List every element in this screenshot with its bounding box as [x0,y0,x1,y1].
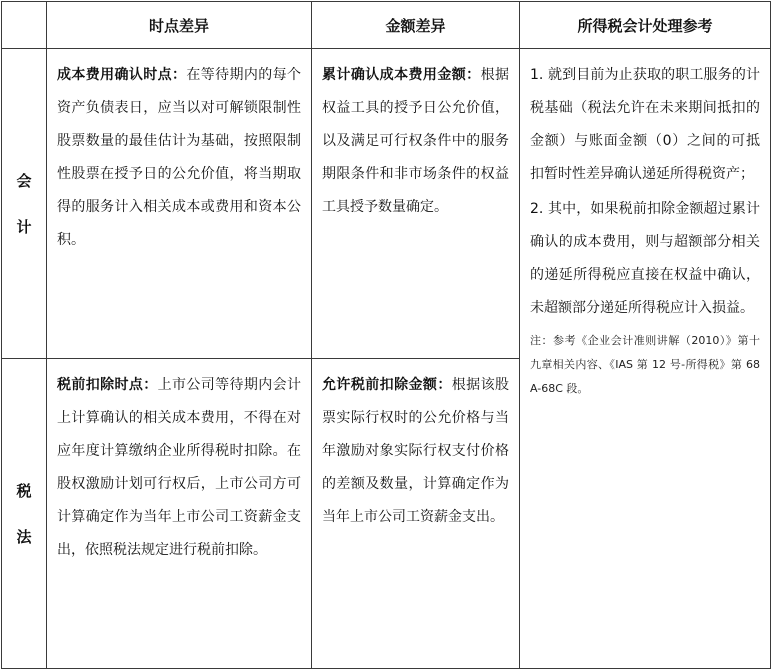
row-label-char: 计 [16,217,32,236]
accounting-timing-cell [47,49,312,359]
tax-reference-point-2: 2. 其中，如果税前扣除金额超过累计确认的成本费用，则与超额部分相关的递延所得税应直接在权益中确认，未超额部分递延所得税应计入损益。 [530,201,760,316]
accounting-amount-title: 累计确认成本费用金额： [322,67,481,83]
accounting-amount-cell [312,49,520,359]
header-timing-diff: 时点差异 [47,2,312,49]
tax-timing-title: 税前扣除时点： [57,377,158,393]
tax-reference-note: 注：参考《企业会计准则讲解（2010）》第十九章相关内容、《IAS 第 12 号-所得税》第 68A-68C 段。 [530,334,760,395]
row-label-accounting [2,49,47,359]
header-row [2,2,771,49]
tax-reference-point-1: 1. 就到目前为止获取的职工服务的计税基础（税法允许在未来期间抵扣的金额）与账面金额（0）之间的可抵扣暂时性差异确认递延所得税资产； [530,67,760,182]
row-accounting [2,49,771,359]
accounting-timing-title: 成本费用确认时点： [57,67,187,83]
row-label-char: 税 [16,481,32,500]
accounting-amount-text: 根据权益工具的授予日公允价值，以及满足可行权条件中的服务期限条件和非市场条件的权益工具授予数量确定。 [322,67,510,215]
tax-amount-title: 允许税前扣除金额： [322,377,452,393]
tax-reference-cell [520,49,771,669]
header-amount-diff: 金额差异 [312,2,520,49]
tax-amount-cell [312,359,520,669]
comparison-table [1,1,771,669]
row-label-char: 会 [16,171,32,190]
row-label-char: 法 [16,527,32,546]
tax-amount-text: 根据该股票实际行权时的公允价格与当年激励对象实际行权支付价格的差额及数量，计算确定作为当年上市公司工资薪金支出。 [322,377,509,525]
tax-timing-cell [47,359,312,669]
row-label-tax-law [2,359,47,669]
header-tax-accounting: 所得税会计处理参考 [520,2,771,49]
tax-timing-text: 上市公司等待期内会计上计算确认的相关成本费用，不得在对应年度计算缴纳企业所得税时扣除。在股权激励计划可行权后，上市公司方可计算确定作为当年上市公司工资薪金支出，依照税法规定进行税前扣除。 [57,377,301,558]
accounting-timing-text: 在等待期内的每个资产负债表日，应当以对可解锁限制性股票数量的最佳估计为基础，按照限制性股票在授予日的公允价值，将当期取得的服务计入相关成本或费用和资本公积。 [57,67,301,248]
header-corner [2,2,47,49]
